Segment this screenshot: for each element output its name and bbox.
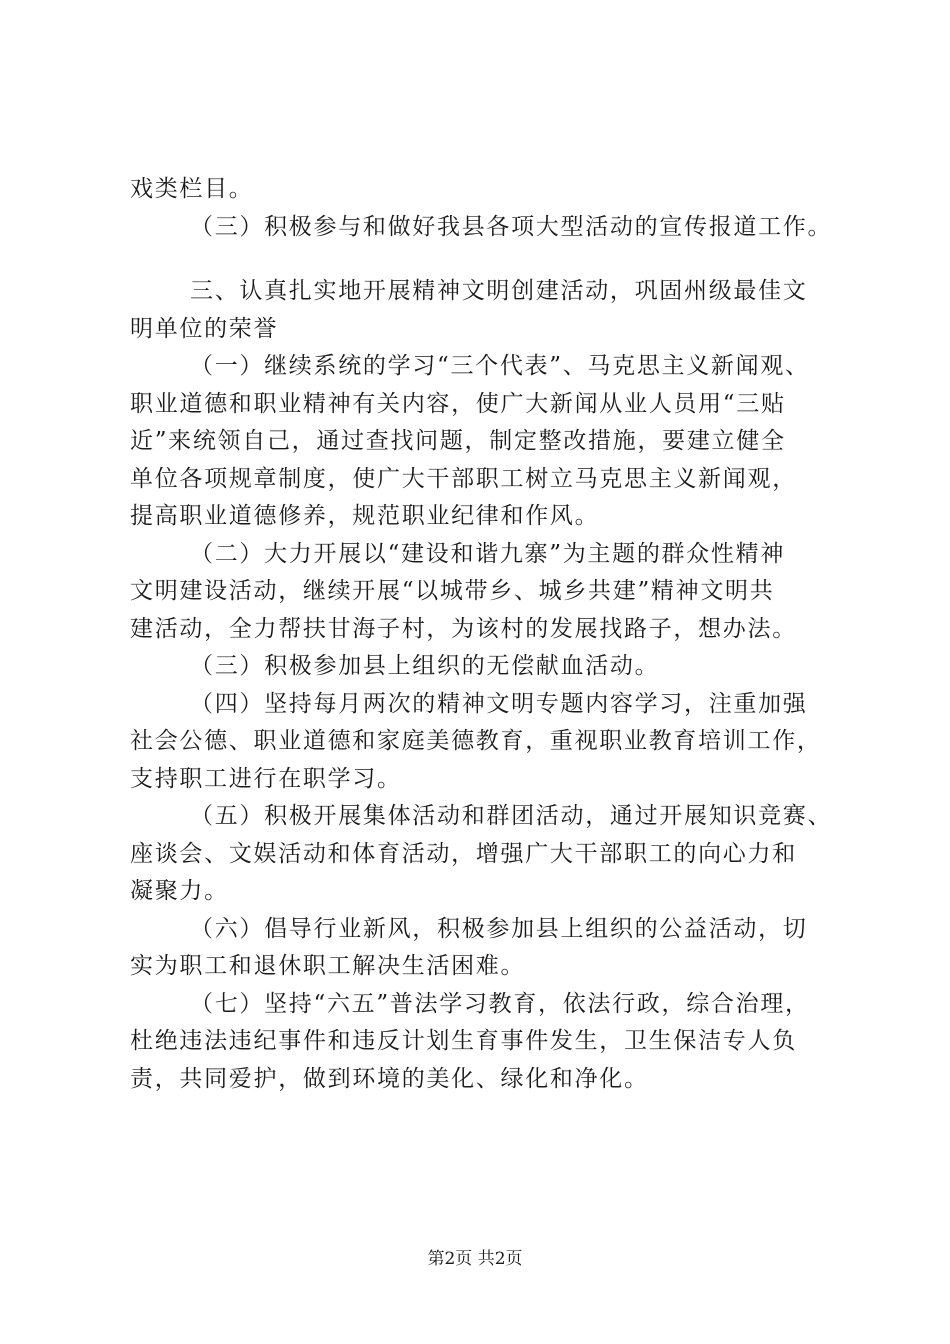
text-line: （五）积极开展集体活动和群团活动，通过开展知识竞赛、 bbox=[190, 803, 833, 829]
document-body bbox=[130, 171, 833, 1098]
text-line: 职业道德和职业精神有关内容，使广大新闻从业人员用“三贴 bbox=[130, 390, 786, 417]
text-line: 建活动，全力帮扶甘海子村，为该村的发展找路子，想办法。 bbox=[130, 615, 797, 642]
text-line: （一）继续系统的学习“三个代表”、马克思主义新闻观、 bbox=[190, 353, 810, 379]
text-line: 实为职工和退休职工解决生活困难。 bbox=[130, 953, 526, 979]
text-line: 支持职工进行在职学习。 bbox=[130, 765, 402, 792]
text-line: 戏类栏目。 bbox=[130, 176, 254, 202]
text-line: 凝聚力。 bbox=[130, 878, 229, 904]
text-line: （二）大力开展以“建设和谐九寨”为主题的群众性精神 bbox=[190, 540, 786, 567]
text-line: 社会公德、职业道德和家庭美德教育，重视职业教育培训工作， bbox=[130, 728, 822, 754]
text-line: 文明建设活动，继续开展“以城带乡、城乡共建”精神文明共 bbox=[130, 578, 775, 604]
text-line: （六）倡导行业新风，积极参加县上组织的公益活动，切 bbox=[190, 915, 808, 942]
text-line: （七）坚持“六五”普法学习教育，依法行政，综合治理， bbox=[190, 990, 810, 1017]
text-line: （三）积极参加县上组织的无偿献血活动。 bbox=[190, 653, 660, 679]
text-line: （三）积极参与和做好我县各项大型活动的宣传报道工作。 bbox=[190, 213, 833, 240]
section-heading: 明单位的荣誉 bbox=[130, 315, 279, 342]
text-line: 近”来统领自己，通过查找问题，制定整改措施，要建立健全 bbox=[130, 428, 786, 454]
text-line: 杜绝违法违纪事件和违反计划生育事件发生，卫生保洁专人负 bbox=[130, 1028, 797, 1054]
text-line: 责，共同爱护，做到环境的美化、绿化和净化。 bbox=[130, 1065, 649, 1092]
paragraph-gap bbox=[130, 246, 830, 273]
page-number-footer: 第2页 共2页 bbox=[427, 1249, 523, 1269]
text-line: 单位各项规章制度，使广大干部职工树立马克思主义新闻观， bbox=[130, 465, 797, 492]
text-line: 提高职业道德修养，规范职业纪律和作风。 bbox=[130, 503, 600, 529]
text-line: （四）坚持每月两次的精神文明专题内容学习，注重加强 bbox=[190, 690, 808, 717]
text-line: 座谈会、文娱活动和体育活动，增强广大干部职工的向心力和 bbox=[130, 840, 797, 867]
section-heading: 三、认真扎实地开展精神文明创建活动，巩固州级最佳文 bbox=[190, 278, 808, 304]
